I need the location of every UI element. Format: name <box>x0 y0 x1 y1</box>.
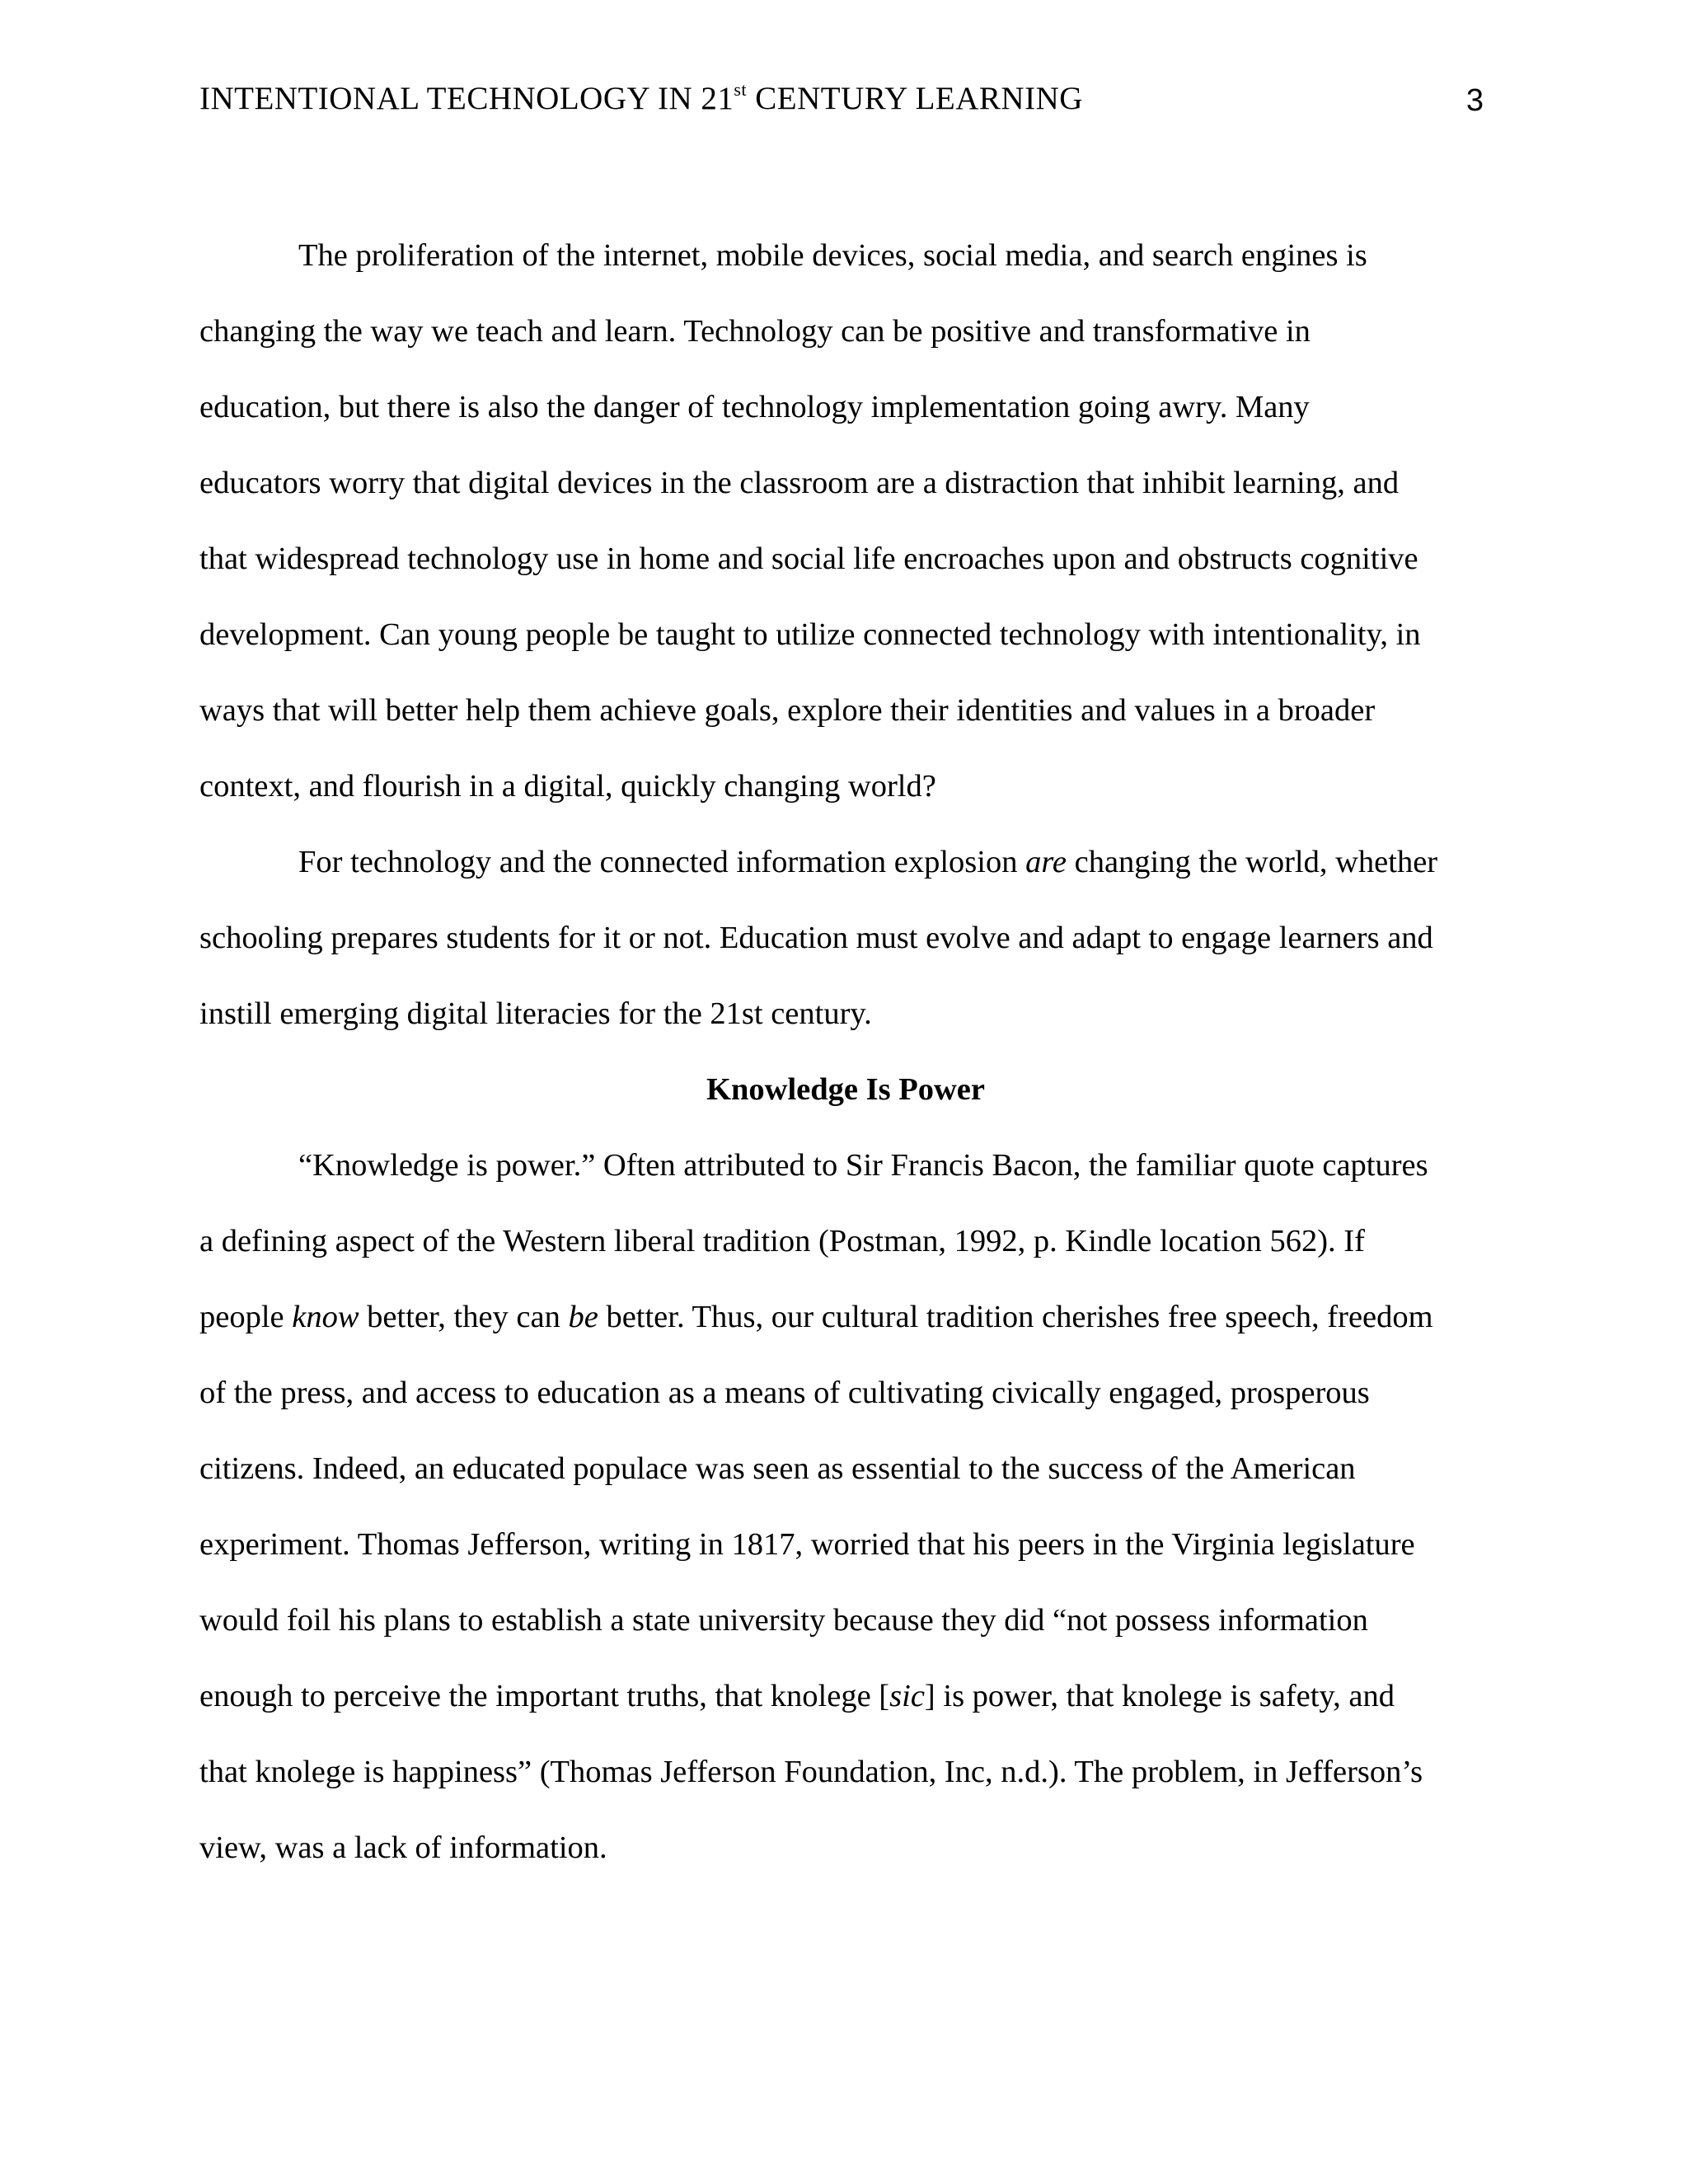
emphasis-text: be <box>568 1300 598 1334</box>
emphasis-text: are <box>1025 845 1067 879</box>
text-line: ways that will better help them achieve goals, explore their identities and values in a broader <box>199 693 1376 728</box>
text-line: education, but there is also the danger of technology implementation going awry. Many <box>199 390 1310 424</box>
running-head-superscript: st <box>734 79 748 100</box>
text-line: experiment. Thomas Jefferson, writing in 1817, worried that his peers in the Virginia legislature <box>199 1527 1415 1562</box>
text-span: ] is power, that knolege is safety, and <box>924 1679 1395 1713</box>
text-line: citizens. Indeed, an educated populace was seen as essential to the success of the American <box>199 1451 1356 1486</box>
text-line: would foil his plans to establish a state university because they did “not possess information <box>199 1603 1368 1638</box>
text-span: enough to perceive the important truths, that knolege [ <box>199 1679 890 1713</box>
text-line: instill emerging digital literacies for the 21st century. <box>199 996 872 1031</box>
running-head <box>199 74 1083 124</box>
text-span: better, they can <box>359 1300 569 1334</box>
body-text <box>199 231 1492 1899</box>
text-line <box>199 1671 1492 1747</box>
paragraph-3 <box>199 1141 1492 1899</box>
text-line: that widespread technology use in home and social life encroaches upon and obstructs cognitive <box>199 541 1418 576</box>
running-head-pre: INTENTIONAL TECHNOLOGY IN 21 <box>199 81 734 116</box>
running-head-post: CENTURY LEARNING <box>747 81 1083 116</box>
text-line: view, was a lack of information. <box>199 1830 607 1865</box>
section-heading: Knowledge Is Power <box>706 1072 985 1107</box>
emphasis-text: sic <box>889 1679 925 1713</box>
text-line <box>199 1292 1492 1368</box>
text-line: schooling prepares students for it or not. Education must evolve and adapt to engage learners and <box>199 921 1433 955</box>
text-span: people <box>199 1300 293 1334</box>
text-line: The proliferation of the internet, mobile devices, social media, and search engines is <box>298 238 1367 273</box>
text-line: educators worry that digital devices in the classroom are a distraction that inhibit learning, and <box>199 466 1400 500</box>
text-line: “Knowledge is power.” Often attributed to Sir Francis Bacon, the familiar quote captures <box>298 1148 1428 1183</box>
paragraph-2 <box>199 837 1492 1065</box>
page-number: 3 <box>1465 83 1484 118</box>
text-line: context, and flourish in a digital, quickly changing world? <box>199 769 936 804</box>
text-line: that knolege is happiness” (Thomas Jefferson Foundation, Inc, n.d.). The problem, in Jefferson’s <box>199 1755 1423 1789</box>
text-line <box>199 837 1492 913</box>
text-line: a defining aspect of the Western liberal tradition (Postman, 1992, p. Kindle location 562). If <box>199 1224 1365 1258</box>
text-span: better. Thus, our cultural tradition cherishes free speech, freedom <box>598 1300 1433 1334</box>
paragraph-1 <box>199 231 1492 837</box>
text-line: of the press, and access to education as a means of cultivating civically engaged, prosperous <box>199 1376 1370 1410</box>
text-line: changing the way we teach and learn. Technology can be positive and transformative in <box>199 314 1311 349</box>
text-line: development. Can young people be taught to utilize connected technology with intentionality, in <box>199 617 1421 652</box>
emphasis-text: know <box>292 1300 359 1334</box>
text-span: For technology and the connected information explosion <box>298 845 1026 879</box>
text-span: changing the world, whether <box>1067 845 1438 879</box>
